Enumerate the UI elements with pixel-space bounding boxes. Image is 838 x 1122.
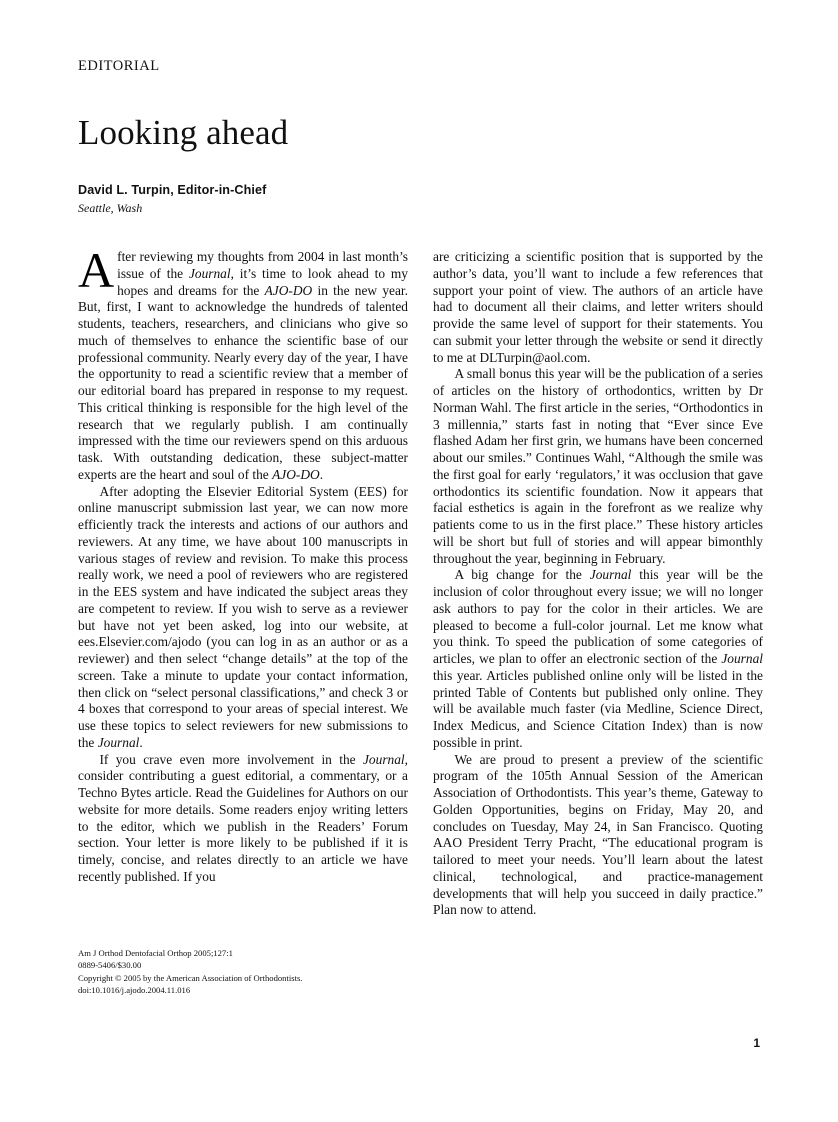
footnote-block	[78, 947, 418, 997]
p1-text-a: fter reviewing my thoughts from 2004 in last month’s issue of the	[117, 249, 408, 281]
paragraph-5	[433, 567, 763, 751]
drop-cap: A	[78, 242, 115, 298]
paragraph-6: We are proud to present a preview of the scientific program of the 105th Annual Session of the American Association of Orthodontists. This year’s theme, Gateway to Golden Opportunities, begins on Friday, May 20, and concludes on Tuesday, May 24, in San Francisco. Quoting AAO President Terry Pracht, “The educational program is tailored to meet your needs. You’ll learn about the latest clinical, technological, and practice-management developments that will help you succeed in daily practice.” Plan now to attend.	[433, 751, 763, 918]
p1-text-b: , it’s time to look ahead to my hopes and dreams for the	[117, 265, 408, 298]
footnote-issn-price: 0889-5406/$30.00	[78, 960, 142, 971]
p1-text-c: in the new year. But, first, I want to acknowledge the hundreds of talented students, teachers, researchers, and clinicians who give so much of themselves to enhance the scientific base of our professional community. Nearly every day of the year, I have the opportunity to read a scientific review that a member of our editorial board has prepared in response to my request. This critical thinking is responsible for the high level of the research that we regularly publish. I am continually impressed with the time our reviewers spend on this arduous task. With outstanding dedication, these subject-matter experts are the heart and soul of the	[78, 282, 408, 482]
p1-italic-ajodo-2: AJO-DO	[272, 466, 320, 482]
section-kicker: EDITORIAL	[78, 58, 160, 74]
author-affiliation: Seattle, Wash	[78, 201, 143, 215]
p1-italic-journal: Journal	[188, 265, 231, 281]
column-left	[78, 242, 408, 886]
p5-text-a: A big change for the	[454, 567, 590, 583]
p2-text-a: After adopting the Elsevier Editorial System (EES) for online manuscript submission last year, we can now more efficiently track the interests and actions of our authors and reviewers. At any time, we have about 100 manuscripts in various stages of review and revision. To make this process really work, we need a pool of reviewers who are registered in the EES system and have indicated the subject areas they are competent to review. If you wish to serve as a reviewer but have not yet been asked, log into our website, at ees.Elsevier.com/ajodo (you can log in as an author or as a reviewer) and then select “change details” at the top of the screen. Take a minute to update your contact information, then click on “select personal classifications,” and check 3 or 4 boxes that correspond to your areas of special interest. We use these topics to select reviewers for new submissions to the	[78, 483, 408, 750]
footnote-copyright: Copyright © 2005 by the American Association of Orthodontists.	[78, 972, 303, 983]
page-title: Looking ahead	[78, 113, 289, 152]
page-number: 1	[753, 1036, 760, 1050]
paragraph-3	[78, 752, 408, 886]
p3-italic-journal: Journal	[362, 751, 405, 767]
author-byline: David L. Turpin, Editor-in-Chief	[78, 183, 267, 197]
p2-text-b: .	[139, 734, 143, 750]
p3-text-a: If you crave even more involvement in the	[99, 751, 363, 767]
column-right	[433, 249, 763, 919]
paragraph-1	[78, 242, 408, 484]
p5-text-c: this year. Articles published online only will be listed in the printed Table of Contents but published only online. They will be available much faster (via Medline, Science Direct, Index Medicus, and Science Citation Index) than is now possible in print.	[433, 667, 763, 750]
paragraph-3-continued: are criticizing a scientific position that is supported by the author’s data, you’ll want to include a few references that support your point of view. The authors of an article have had to document all their claims, and letter writers should provide the same level of support for their statements. You can submit your letter through the website or send it directly to me at DLTurpin@aol.com.	[433, 249, 763, 365]
p5-italic-journal-2: Journal	[721, 651, 763, 666]
p1-text-d: .	[319, 466, 324, 482]
paragraph-4: A small bonus this year will be the publication of a series of articles on the history of orthodontics, written by Dr Norman Wahl. The first article in the series, “Orthodontics in 3 millennia,” starts fast in noting that “Ever since Eve flashed Adam her first grin, we humans have been concerned about our smiles.” Continues Wahl, “Although the smile was the first goal for early ‘regulators,’ it was occlusion that gave orthodontics its scientific foundation. Now it appears that facial esthetics is again in the forefront as we realize why patients come to us in the first place.” These history articles will be short but full of stories and will appear bimonthly throughout the year, beginning in February.	[433, 366, 763, 566]
p3-text-b: , consider contributing a guest editorial, a commentary, or a Techno Bytes article. Read the Guidelines for Authors on our website for more details. Some readers enjoy writing letters to the editor, which we publish in the Readers’ Forum section. Your letter is more likely to be published if it is timely, concise, and relates directly to an article we have recently published. If you	[78, 751, 408, 884]
paragraph-2	[78, 484, 408, 752]
footnote-doi: doi:10.1016/j.ajodo.2004.11.016	[78, 985, 191, 996]
p5-italic-journal: Journal	[589, 567, 632, 583]
p5-text-b: this year will be the inclusion of color throughout every issue; we will no longer ask authors to pay for the color in their articles. We are pleased to become a full-color journal. Let me know what you think. To speed the publication of some categories of articles, we plan to offer an electronic section of the	[433, 567, 763, 666]
p1-italic-ajodo: AJO-DO	[264, 282, 313, 298]
p2-italic-journal: Journal	[97, 734, 140, 750]
footnote-citation: Am J Orthod Dentofacial Orthop 2005;127:1	[78, 948, 233, 958]
